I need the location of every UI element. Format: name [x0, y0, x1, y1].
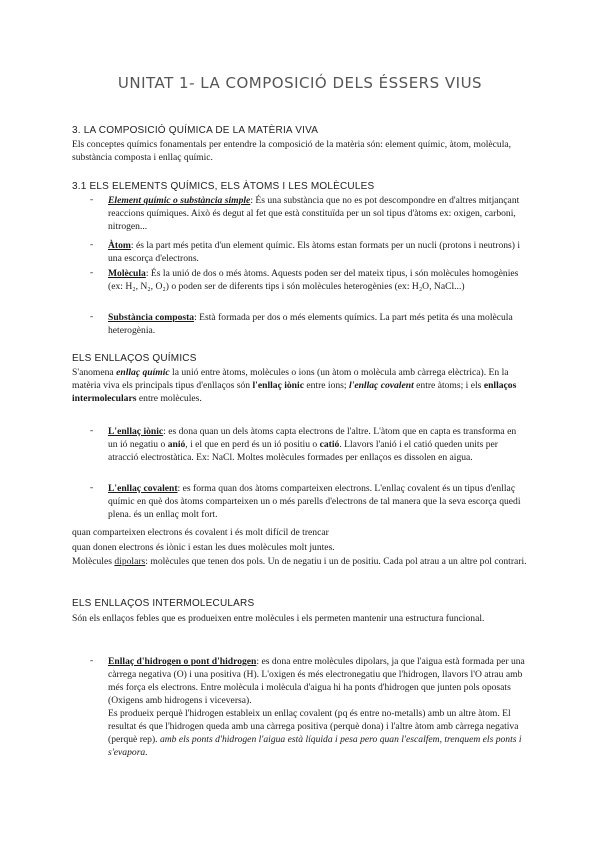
def-hydrogen-bond: : es dona entre molècules dipolars, ja que l'aigua està formada per una càrrega negativa (O) i una positiva (H). L'oxigen és més electronegatiu que l'hidrogen, llavors l'O atrau amb més força els electrons. Entre molècula i molècula d'aigua hi ha ponts d'hidrogen que junten pols oposats (Oxigens amb hidrogens i viceversa).	[108, 656, 525, 706]
term-ionic-bond: L'enllaç iònic	[108, 426, 164, 437]
dipolar-text: Molècules	[72, 556, 115, 567]
term-molecule: Molècula	[108, 268, 146, 279]
section-3-1-heading: 3.1 ELS ELEMENTS QUÍMICS, ELS ÀTOMS I LES MOLÈCULES	[72, 181, 375, 192]
def-molecule: : És la unió de dos o més àtoms. Aquests poden ser del mateix tipus, i són molècules homogènies (ex: H₂, N₂, O₂) o poden ser de diferents tips i són molècules heterogènies (ex: H₂O, NaCl...)	[108, 268, 519, 292]
list-item-atom	[108, 239, 528, 265]
def-covalent: : es forma quan dos àtoms comparteixen electrons. L'enllaç covalent és un tipus d'enllaç químic en què dos àtoms comparteixen un o més parells d'electrons de tal manera que la seva escorça quedi plena. és un enllaç molt fort.	[108, 483, 521, 520]
list-item-element	[108, 194, 528, 233]
bullet-dash: -	[90, 239, 94, 250]
section-3-intro: Els conceptes químics fonamentals per entendre la composició de la matèria són: element químic, àtom, molècula, substància composta i enllaç químic.	[72, 139, 512, 163]
intro-text: entre molècules.	[136, 393, 202, 404]
term-enllac-quimic: enllaç químic	[116, 367, 170, 378]
intro-text: entre àtoms; i els	[413, 380, 484, 391]
term-atom: Àtom	[108, 240, 131, 251]
term-ionic: l'enllaç iònic	[252, 380, 304, 391]
def-compound: : Està formada per dos o més elements químics. La part més petita és una molècula heterogènia.	[108, 312, 513, 336]
intro-text: S'anomena	[72, 367, 117, 378]
def-atom: : és la part més petita d'un element químic. Els àtoms estan formats per un nucli (protons i neutrons) i una escorça d'electrons.	[108, 240, 521, 264]
list-item-ionic	[108, 425, 528, 464]
intro-text: la unió entre àtoms, molècules o ions (un àtom o molècula amb càrrega elèctrica). En la matèria viva els principals tipus d'enllaços són	[72, 367, 509, 391]
bullet-dash: -	[90, 267, 94, 278]
intro-text: entre ions;	[303, 380, 349, 391]
term-covalent-bond: L'enllaç covalent	[108, 483, 178, 494]
note-ionic: quan donen electrons és iònic i estan les dues molècules molt juntes.	[72, 542, 335, 553]
note-italic: amb els ponts d'hidrogen l'aigua està líquida i pesa pero quan l'escalfem, trenquem els ponts i s'evapora.	[108, 734, 522, 758]
def-ionic: . Llavors l'anió i el catió queden units per atracció electrostàtica. Ex: NaCl. Moltes molècules formades per enllaços es dissolen en aigua.	[108, 439, 498, 463]
term-compound: Substància composta	[108, 312, 195, 323]
term-hydrogen-bond: Enllaç d'hidrogen o pont d'hidrogen	[108, 656, 257, 667]
section-3-heading: 3. LA COMPOSICIÓ QUÍMICA DE LA MATÈRIA VIVA	[72, 125, 319, 136]
list-item-hydrogen-bond	[108, 655, 528, 759]
bullet-dash: -	[90, 425, 94, 436]
def-hydrogen-bond-2: Es produeix perquè l'hidrogen estableix un enllaç covalent (pq és entre no-metalls) amb un altre àtom. El resultat és que l'hidrogen queda amb una càrrega positiva (perquè dona) i l'altre àtom amb càrrega negativa (perquè rep).	[108, 708, 519, 745]
bullet-dash: -	[90, 655, 94, 666]
term-element: Element químic o substància simple	[108, 195, 251, 206]
bullet-dash: -	[90, 194, 94, 205]
intermolecular-intro: Són els enllaços febles que es produeixen entre molècules i els permeten mantenir una estructura funcional.	[72, 613, 485, 624]
intermolecular-heading: ELS ENLLAÇOS INTERMOLECULARS	[72, 598, 255, 609]
dipolar-text: : molècules que tenen dos pols. Un de negatiu i un de positiu. Cada pol atrau a un altre pol contrari.	[145, 556, 527, 567]
term-catio: catió	[319, 439, 340, 450]
term-covalent: l'enllaç covalent	[348, 380, 414, 391]
def-ionic: : es dona quan un dels àtoms capta electrons de l'altre. L'àtom que en capta es transforma en un ió negatiu o	[108, 426, 517, 450]
enllacos-intro	[72, 366, 528, 405]
list-item-molecule	[108, 267, 528, 293]
def-ionic: , i el que en perd és un ió positiu o	[185, 439, 320, 450]
bullet-dash: -	[90, 311, 94, 322]
page-title: UNITAT 1- LA COMPOSICIÓ DELS ÉSSERS VIUS	[117, 74, 483, 92]
term-dipolars: dipolars	[114, 556, 146, 567]
term-anio: anió	[167, 439, 186, 450]
note-covalent: quan comparteixen electrons és covalent i és molt difícil de trencar	[72, 527, 329, 538]
enllacos-heading: ELS ENLLAÇOS QUÍMICS	[72, 353, 197, 364]
def-element: : És una substància que no es pot descompondre en d'altres mitjançant reaccions químiques. Això és degut al fet que està constituïda per un sol tipus d'àtoms ex: oxigen, carboni, nitrogen...	[108, 195, 520, 232]
list-item-covalent	[108, 482, 528, 521]
bullet-dash: -	[90, 482, 94, 493]
list-item-compound	[108, 311, 528, 337]
term-intermolecular: enllaços intermoleculars	[72, 380, 517, 404]
dipolar-definition	[72, 555, 528, 568]
